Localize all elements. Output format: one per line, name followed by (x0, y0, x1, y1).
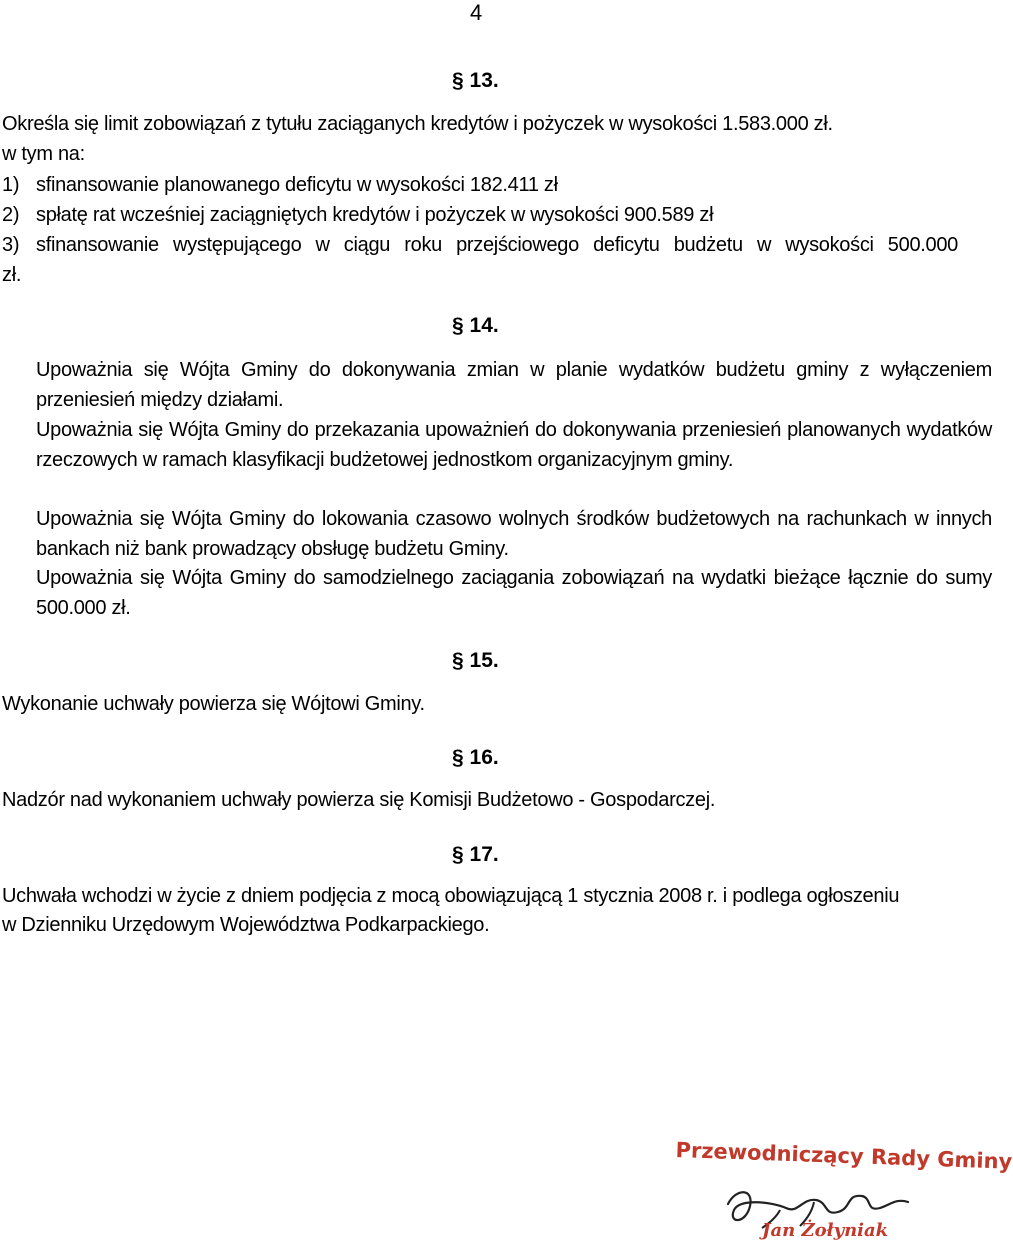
item-number: 1) (2, 174, 20, 196)
section-15-heading: § 15. (452, 649, 499, 672)
section-14-item (2, 415, 992, 475)
section-14-item (2, 504, 992, 564)
item-number: 2) (2, 204, 20, 226)
item-text: Upoważnia się Wójta Gminy do przekazania upoważnień do dokonywania przeniesień planowanych wydatków rzeczowych w ramach klasyfikacji budżetowej jednostkom organizacyjnym gminy. (36, 419, 992, 471)
section-13-subintro: w tym na: (2, 143, 85, 165)
section-16-text: Nadzór nad wykonaniem uchwały powierza się Komisji Budżetowo - Gospodarczej. (2, 789, 716, 811)
section-16-heading: § 16. (452, 746, 499, 769)
section-14-item (2, 563, 992, 623)
stamp-name: Jan Żołyniak (762, 1220, 889, 1241)
section-13-intro: Określa się limit zobowiązań z tytułu zaciąganych kredytów i pożyczek w wysokości 1.583.000 zł. (2, 113, 833, 135)
section-13-item (2, 170, 958, 200)
page-number: 4 (470, 0, 483, 25)
official-stamp (675, 1138, 1013, 1252)
item-text: Upoważnia się Wójta Gminy do lokowania czasowo wolnych środków budżetowych na rachunkach w innych bankach niż bank prowadzący obsługę budżetu Gminy. (36, 508, 992, 560)
item-number (2, 355, 36, 385)
section-17-text: Uchwała wchodzi w życie z dniem podjęcia z mocą obowiązującą 1 stycznia 2008 r. i podlega ogłoszeniu w Dzienniku Urzędowym Województwa Podkarpackiego. (2, 885, 900, 936)
item-text: spłatę rat wcześniej zaciągniętych kredytów i pożyczek w wysokości 900.589 zł (36, 204, 714, 226)
item-text: Upoważnia się Wójta Gminy do samodzielnego zaciągania zobowiązań na wydatki bieżące łącznie do sumy 500.000 zł. (36, 567, 992, 619)
stamp-title: Przewodniczący Rady Gminy (675, 1138, 1013, 1174)
item-number (2, 563, 36, 593)
section-17-heading: § 17. (452, 843, 499, 866)
item-number (2, 415, 36, 445)
item-number (2, 504, 36, 534)
section-13-item (2, 230, 958, 290)
section-14-heading: § 14. (452, 314, 499, 337)
item-text: sfinansowanie występującego w ciągu roku przejściowego deficytu budżetu w wysokości 500.000 zł. (2, 234, 958, 286)
section-14-item (2, 355, 992, 415)
section-13-item (2, 200, 958, 230)
section-15-text: Wykonanie uchwały powierza się Wójtowi Gminy. (2, 693, 425, 715)
item-text: Upoważnia się Wójta Gminy do dokonywania zmian w planie wydatków budżetu gminy z wyłączeniem przeniesień między działami. (36, 359, 992, 411)
item-number: 3) (2, 234, 20, 256)
section-13-heading: § 13. (452, 69, 499, 92)
item-text: sfinansowanie planowanego deficytu w wysokości 182.411 zł (36, 174, 558, 196)
